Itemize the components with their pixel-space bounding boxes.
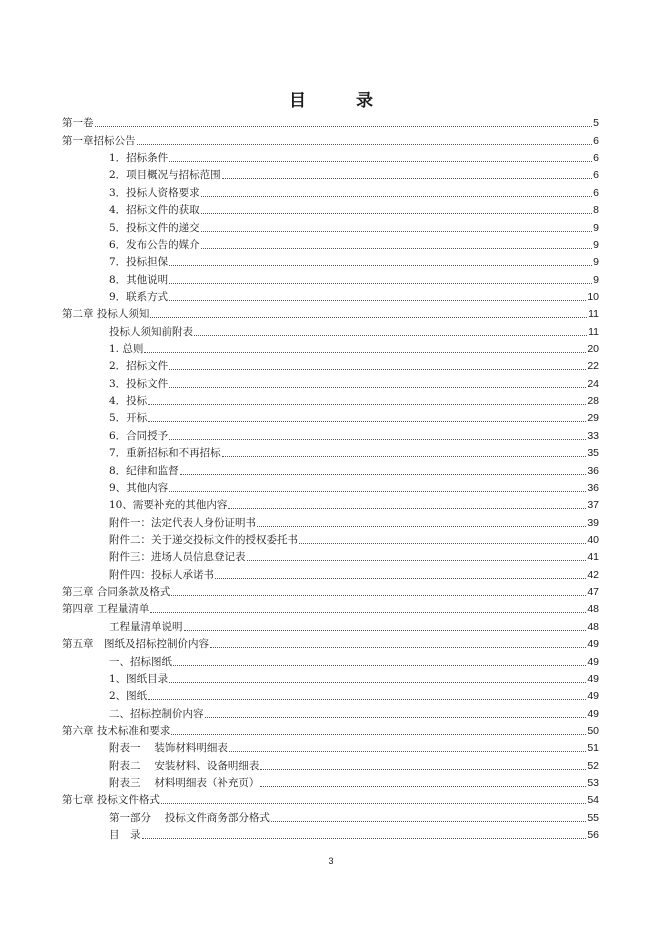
- toc-entry-page: 52: [587, 759, 599, 772]
- toc-entry[interactable]: [62, 564, 599, 581]
- toc-entry[interactable]: [62, 130, 599, 147]
- dot-leader: [201, 247, 592, 249]
- toc-entry-page: 28: [587, 395, 599, 408]
- toc-entry-label: 7．投标担保: [109, 256, 169, 269]
- toc-entry[interactable]: [62, 391, 599, 408]
- toc-entry[interactable]: [62, 703, 599, 720]
- toc-entry-label: 6．发布公告的媒介: [109, 238, 200, 251]
- toc-entry-label: 2．招标文件: [109, 360, 169, 373]
- toc-entry-page: 11: [588, 308, 599, 321]
- toc-entry-page: 56: [587, 829, 599, 842]
- page-number: 3: [328, 856, 334, 866]
- dot-leader: [210, 646, 586, 648]
- dot-leader: [169, 386, 586, 388]
- toc-entry[interactable]: [62, 478, 599, 495]
- toc-entry[interactable]: [62, 669, 599, 686]
- page-title: 目 录: [289, 91, 395, 111]
- toc-entry-label: 第一部分 投标文件商务部分格式: [109, 811, 270, 824]
- toc-entry-label: 4．招标文件的获取: [109, 204, 200, 217]
- toc-entry[interactable]: [62, 599, 599, 616]
- toc-entry-label: 附件三：进场人员信息登记表: [109, 551, 246, 564]
- dot-leader: [205, 716, 587, 718]
- toc-entry[interactable]: [62, 269, 599, 286]
- toc-entry-label: 第七章 投标文件格式: [62, 794, 160, 807]
- toc-entry[interactable]: [62, 825, 599, 842]
- toc-entry[interactable]: [62, 200, 599, 217]
- toc-entry[interactable]: [62, 425, 599, 442]
- toc-entry-label: 7．重新招标和不再招标: [109, 447, 221, 460]
- toc-entry-label: 附件一：法定代表人身份证明书: [109, 516, 256, 529]
- toc-entry[interactable]: [62, 530, 599, 547]
- toc-entry-label: 附表二 安装材料、设备明细表: [109, 759, 260, 772]
- toc-entry-page: 5: [593, 117, 599, 130]
- toc-entry-page: 29: [587, 412, 599, 425]
- toc-entry-page: 11: [588, 325, 599, 338]
- dot-leader: [194, 334, 587, 336]
- toc-entry-page: 39: [587, 516, 599, 529]
- dot-leader: [201, 212, 592, 214]
- dot-leader: [215, 577, 586, 579]
- toc-entry[interactable]: [62, 547, 599, 564]
- dot-leader: [169, 681, 586, 683]
- toc-entry[interactable]: [62, 182, 599, 199]
- toc-entry-page: 6: [593, 134, 599, 147]
- toc-entry-label: 投标人须知前附表: [109, 325, 193, 338]
- toc-entry-page: 42: [587, 568, 599, 581]
- dot-leader: [169, 264, 592, 266]
- toc-entry-page: 35: [587, 447, 599, 460]
- dot-leader: [247, 559, 587, 561]
- toc-entry-label: 工程量清单说明: [109, 620, 183, 633]
- toc-entry-page: 9: [593, 256, 599, 269]
- toc-entry-page: 41: [587, 551, 599, 564]
- toc-entry-page: 49: [587, 638, 599, 651]
- toc-entry[interactable]: [62, 634, 599, 651]
- toc-entry-page: 22: [587, 360, 599, 373]
- toc-entry[interactable]: [62, 755, 599, 772]
- toc-entry-label: 1．招标条件: [109, 152, 169, 165]
- toc-entry-label: 5．开标: [109, 412, 148, 425]
- toc-entry-page: 54: [587, 794, 599, 807]
- toc-entry-label: 9、其他内容: [109, 481, 169, 494]
- toc-entry-label: 第五章 图纸及招标控制价内容: [62, 638, 209, 651]
- dot-leader: [148, 403, 586, 405]
- dot-leader: [169, 490, 586, 492]
- dot-leader: [169, 160, 592, 162]
- toc-entry-label: 8．其他说明: [109, 273, 169, 286]
- toc-entry[interactable]: [62, 235, 599, 252]
- toc-entry-label: 9．联系方式: [109, 290, 169, 303]
- toc-entry[interactable]: [62, 252, 599, 269]
- dot-leader: [144, 351, 586, 353]
- toc-entry-page: 37: [587, 499, 599, 512]
- toc-entry[interactable]: [62, 408, 599, 425]
- toc-entry[interactable]: [62, 582, 599, 599]
- toc-entry-label: 二、招标控制价内容: [109, 707, 204, 720]
- dot-leader: [299, 542, 586, 544]
- dot-leader: [171, 733, 586, 735]
- toc-entry-page: 48: [587, 603, 599, 616]
- toc-entry-page: 47: [587, 586, 599, 599]
- toc-entry[interactable]: [62, 339, 599, 356]
- toc-entry-page: 6: [593, 169, 599, 182]
- toc-entry[interactable]: [62, 356, 599, 373]
- toc-entry-label: 8．纪律和监督: [109, 464, 179, 477]
- toc-entry[interactable]: [62, 148, 599, 165]
- toc-entry[interactable]: [62, 512, 599, 529]
- toc-entry-label: 5．投标文件的递交: [109, 221, 200, 234]
- toc-entry-page: 8: [593, 204, 599, 217]
- toc-entry-label: 10、需要补充的其他内容: [109, 499, 228, 512]
- toc-entry-label: 1. 总则: [109, 343, 144, 356]
- toc-entry-page: 40: [587, 533, 599, 546]
- toc-entry-page: 49: [587, 707, 599, 720]
- dot-leader: [201, 195, 592, 197]
- dot-leader: [173, 664, 586, 666]
- dot-leader: [229, 750, 586, 752]
- toc-entry-page: 51: [587, 742, 599, 755]
- dot-leader: [148, 420, 586, 422]
- toc-entry-page: 36: [587, 464, 599, 477]
- toc-entry[interactable]: [62, 321, 599, 338]
- toc-entry-page: 49: [587, 655, 599, 668]
- toc-entry-label: 6．合同授予: [109, 429, 169, 442]
- toc-entry-label: 第一章招标公告: [62, 134, 136, 147]
- toc-entry-page: 6: [593, 186, 599, 199]
- toc-entry-label: 附件四：投标人承诺书: [109, 568, 214, 581]
- dot-leader: [169, 368, 586, 370]
- toc-entry[interactable]: [62, 686, 599, 703]
- dot-leader: [257, 525, 586, 527]
- table-of-contents: [62, 113, 599, 842]
- toc-entry-page: 48: [587, 620, 599, 633]
- dot-leader: [228, 507, 586, 509]
- toc-entry[interactable]: [62, 373, 599, 390]
- toc-entry-label: 第六章 技术标准和要求: [62, 724, 171, 737]
- dot-leader: [142, 837, 587, 839]
- toc-entry-page: 49: [587, 672, 599, 685]
- dot-leader: [180, 473, 587, 475]
- toc-entry-label: 第三章 合同条款及格式: [62, 586, 171, 599]
- toc-entry[interactable]: [62, 460, 599, 477]
- toc-entry[interactable]: [62, 287, 599, 304]
- toc-entry[interactable]: [62, 790, 599, 807]
- toc-entry-page: 49: [587, 690, 599, 703]
- toc-entry[interactable]: [62, 443, 599, 460]
- dot-leader: [150, 611, 586, 613]
- toc-entry-label: 附件二：关于递交投标文件的授权委托书: [109, 533, 298, 546]
- dot-leader: [148, 698, 586, 700]
- toc-entry-label: 附表一 装饰材料明细表: [109, 742, 228, 755]
- dot-leader: [260, 785, 586, 787]
- toc-entry-label: 2．项目概况与招标范围: [109, 169, 221, 182]
- toc-entry-label: 1、图纸目录: [109, 672, 169, 685]
- dot-leader: [169, 282, 592, 284]
- toc-entry-label: 目 录: [109, 829, 141, 842]
- toc-entry-page: 36: [587, 481, 599, 494]
- toc-entry-page: 53: [587, 777, 599, 790]
- toc-entry-label: 附表三 材料明细表（补充页）: [109, 777, 260, 790]
- toc-entry-page: 55: [587, 811, 599, 824]
- dot-leader: [169, 438, 586, 440]
- toc-entry-page: 50: [587, 724, 599, 737]
- toc-entry-label: 4．投标: [109, 395, 148, 408]
- dot-leader: [169, 299, 586, 301]
- toc-entry[interactable]: [62, 651, 599, 668]
- toc-entry[interactable]: [62, 304, 599, 321]
- dot-leader: [95, 125, 593, 127]
- toc-entry[interactable]: [62, 113, 599, 130]
- dot-leader: [201, 230, 592, 232]
- dot-leader: [171, 594, 586, 596]
- dot-leader: [260, 768, 586, 770]
- toc-entry[interactable]: [62, 616, 599, 633]
- toc-entry[interactable]: [62, 495, 599, 512]
- toc-entry-page: 9: [593, 273, 599, 286]
- dot-leader: [184, 629, 587, 631]
- toc-entry[interactable]: [62, 721, 599, 738]
- toc-entry[interactable]: [62, 165, 599, 182]
- dot-leader: [222, 177, 592, 179]
- toc-entry-page: 9: [593, 221, 599, 234]
- toc-entry[interactable]: [62, 807, 599, 824]
- toc-entry-label: 3．投标人资格要求: [109, 186, 200, 199]
- toc-entry[interactable]: [62, 738, 599, 755]
- toc-entry-page: 6: [593, 152, 599, 165]
- dot-leader: [222, 455, 587, 457]
- toc-entry-page: 9: [593, 238, 599, 251]
- dot-leader: [161, 802, 586, 804]
- toc-entry-label: 2、图纸: [109, 690, 148, 703]
- dot-leader: [150, 316, 587, 318]
- toc-entry-label: 第二章 投标人须知: [62, 308, 150, 321]
- toc-entry-page: 20: [587, 343, 599, 356]
- toc-entry-label: 第四章 工程量清单: [62, 603, 150, 616]
- dot-leader: [271, 820, 586, 822]
- toc-entry-label: 第一卷: [62, 117, 94, 130]
- toc-entry-page: 24: [587, 377, 599, 390]
- dot-leader: [137, 143, 593, 145]
- toc-entry[interactable]: [62, 773, 599, 790]
- toc-entry-page: 10: [587, 290, 599, 303]
- toc-entry-label: 一、招标图纸: [109, 655, 172, 668]
- toc-entry-label: 3．投标文件: [109, 377, 169, 390]
- toc-entry[interactable]: [62, 217, 599, 234]
- toc-entry-page: 33: [587, 429, 599, 442]
